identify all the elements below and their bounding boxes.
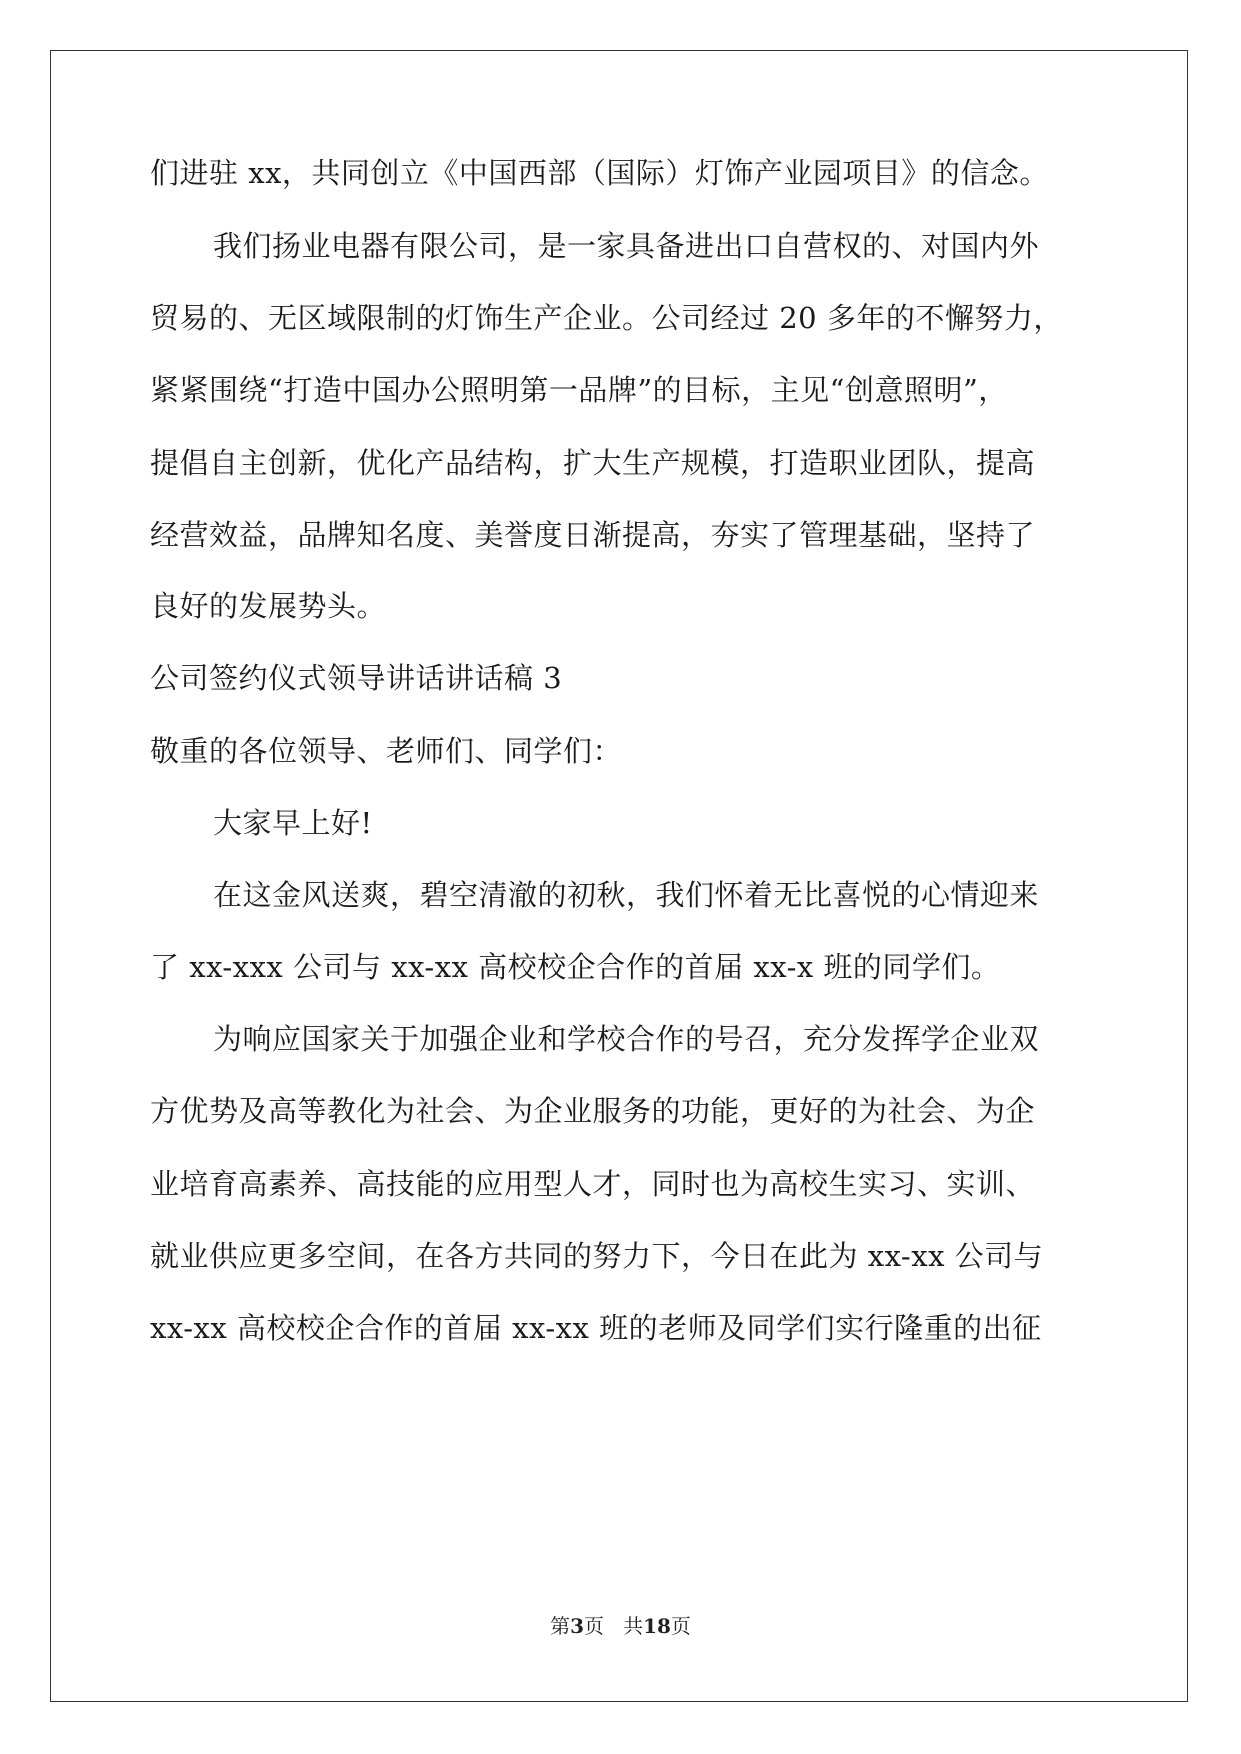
paragraph-line: xx-xx 高校校企合作的首届 xx-xx 班的老师及同学们实行隆重的出征 [150,1311,1042,1345]
salutation: 敬重的各位领导、老师们、同学们： [150,734,623,768]
footer-page-suffix: 页 [584,1614,604,1638]
page-border [50,50,1188,1702]
paragraph-line: 就业供应更多空间，在各方共同的努力下，今日在此为 xx-xx 公司与 [150,1239,1044,1273]
paragraph-line: 业培育高素养、高技能的应用型人才，同时也为高校生实习、实训、 [150,1167,1036,1201]
paragraph-line: 提倡自主创新，优化产品结构，扩大生产规模，打造职业团队，提高 [150,446,1036,480]
total-pages: 18 [643,1614,671,1638]
greeting: 大家早上好! [213,806,373,840]
page-number: 3 [570,1614,584,1638]
paragraph-line: 在这金风送爽，碧空清澈的初秋，我们怀着无比喜悦的心情迎来 [213,878,1040,912]
paragraph-line: 我们扬业电器有限公司，是一家具备进出口自营权的、对国内外 [213,229,1040,263]
footer-prefix: 第 [550,1614,571,1638]
paragraph-line: 们进驻 xx，共同创立《中国西部（国际）灯饰产业园项目》的信念。 [150,156,1049,190]
footer-total-prefix: 共 [623,1614,644,1638]
paragraph-line: 经营效益，品牌知名度、美誉度日渐提高，夯实了管理基础，坚持了 [150,518,1036,552]
paragraph-line: 良好的发展势头。 [150,589,387,623]
page-footer [0,1614,1241,1638]
paragraph-line: 方优势及高等教化为社会、为企业服务的功能，更好的为社会、为企 [150,1094,1036,1128]
paragraph-line: 为响应国家关于加强企业和学校合作的号召，充分发挥学企业双 [213,1022,1040,1056]
paragraph-line: 了 xx-xxx 公司与 xx-xx 高校校企合作的首届 xx-x 班的同学们。 [150,950,1001,984]
paragraph-line: 贸易的、无区域限制的灯饰生产企业。公司经过 20 多年的不懈努力， [150,301,1063,335]
footer-total-suffix: 页 [670,1614,691,1638]
paragraph-line: 紧紧围绕“打造中国办公照明第一品牌”的目标，主见“创意照明”， [150,373,1008,407]
section-heading: 公司签约仪式领导讲话讲话稿 3 [150,661,563,695]
